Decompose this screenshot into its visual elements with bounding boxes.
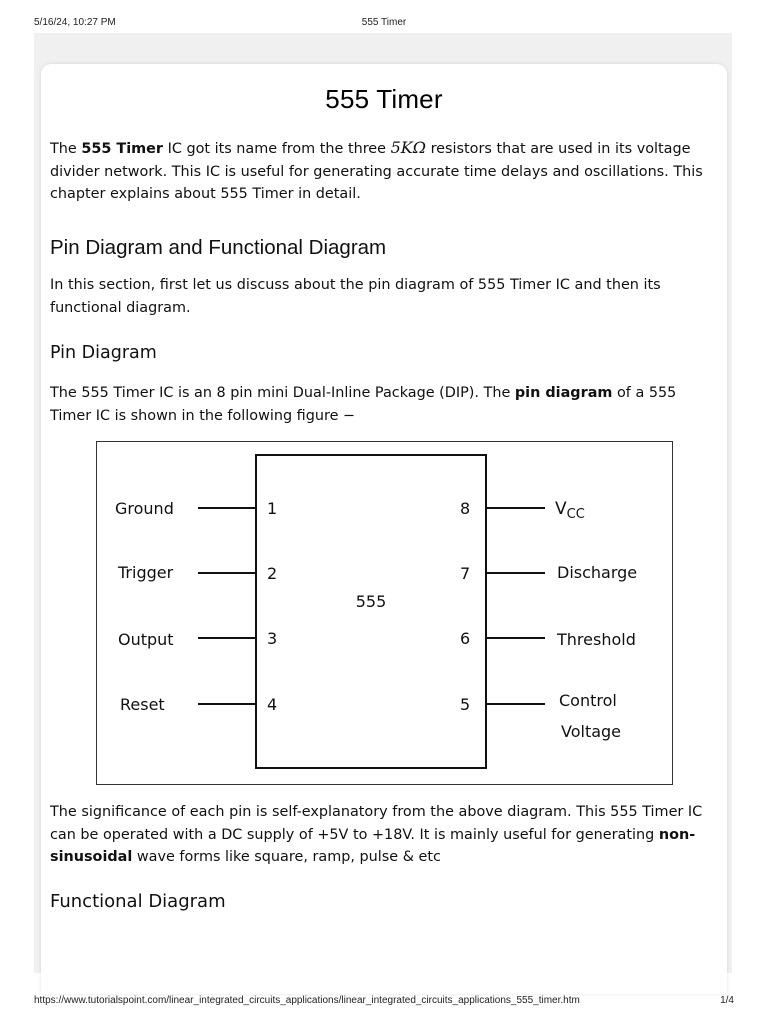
pin-number-2: 2 bbox=[267, 564, 278, 583]
pin-number-1: 1 bbox=[267, 499, 278, 518]
significance-paragraph bbox=[50, 801, 720, 869]
ic-chip-label: 555 bbox=[355, 592, 387, 611]
intro-bold-555-timer: 555 Timer bbox=[81, 141, 163, 157]
print-title: 555 Timer bbox=[361, 17, 407, 28]
print-footer bbox=[0, 992, 768, 1024]
intro-math-resistance: 5KΩ bbox=[390, 138, 426, 157]
print-header bbox=[0, 0, 768, 30]
print-date: 5/16/24, 10:27 PM bbox=[34, 17, 116, 28]
pin-name-voltage: Voltage bbox=[561, 722, 622, 741]
pin-text-1: The 555 Timer IC is an 8 pin mini Dual-Inline Package (DIP). The bbox=[50, 385, 515, 401]
functional-diagram-heading: Functional Diagram bbox=[50, 891, 226, 912]
left-pin-3 bbox=[118, 629, 277, 649]
pin-number-7: 7 bbox=[460, 564, 471, 583]
significance-text-2: wave forms like square, ramp, pulse & etc bbox=[132, 849, 441, 865]
intro-text-2: IC got its name from the three bbox=[163, 141, 391, 157]
page-title: 555 Timer bbox=[325, 84, 443, 114]
left-pin-1 bbox=[115, 499, 277, 518]
pin-name-threshold: Threshold bbox=[557, 630, 636, 649]
pin-diagram-paragraph bbox=[50, 382, 720, 427]
pin-number-8: 8 bbox=[460, 499, 471, 518]
pin-name-output: Output bbox=[118, 630, 174, 649]
print-url: https://www.tutorialspoint.com/linear_integrated_circuits_applications/linear_integrated_circuits_applications_555_timer.htm bbox=[34, 995, 580, 1006]
significance-bold: non-sinusoidal bbox=[50, 826, 696, 865]
pin-name-trigger: Trigger bbox=[118, 563, 174, 582]
pin-number-4: 4 bbox=[267, 695, 278, 714]
pin-name-ground: Ground bbox=[115, 499, 174, 518]
section-paragraph: In this section, first let us discuss about the pin diagram of 555 Timer IC and then its functional diagram. bbox=[50, 277, 661, 316]
right-pin-8 bbox=[460, 499, 585, 522]
pin-bold-pin-diagram: pin diagram bbox=[514, 385, 613, 401]
pin-diagram-svg bbox=[97, 442, 672, 784]
section-heading: Pin Diagram and Functional Diagram bbox=[50, 236, 387, 259]
ic-chip-body bbox=[256, 455, 486, 768]
significance-text-1: The significance of each pin is self-explanatory from the above diagram. This 555 Timer IC can be operated with a DC supply of +5V to +18V. It is mainly useful for generating bbox=[50, 804, 703, 843]
pin-name-discharge: Discharge bbox=[557, 563, 638, 582]
left-pin-4 bbox=[120, 695, 277, 714]
pin-name-reset: Reset bbox=[120, 695, 165, 714]
pin-text-2: of a 555 Timer IC is shown in the following figure − bbox=[50, 385, 677, 424]
intro-text-1: The bbox=[50, 141, 82, 157]
pin-number-6: 6 bbox=[460, 629, 471, 648]
pin-diagram-figure bbox=[96, 441, 673, 785]
print-page-number: 1/4 bbox=[720, 995, 734, 1006]
right-pin-5 bbox=[460, 691, 621, 741]
pin-name-control: Control bbox=[559, 691, 617, 710]
intro-paragraph bbox=[50, 137, 720, 206]
pin-number-3: 3 bbox=[267, 629, 278, 648]
intro-text-3: resistors that are used in its voltage divider network. This IC is useful for generating accurate time delays and oscillations. This chapter explains about 555 Timer in detail. bbox=[50, 141, 703, 202]
pin-name-vcc: $V_{CC}$ bbox=[555, 499, 585, 522]
left-pin-2 bbox=[117, 563, 277, 583]
pin-number-5: 5 bbox=[460, 695, 471, 714]
pin-diagram-heading: Pin Diagram bbox=[50, 343, 157, 363]
